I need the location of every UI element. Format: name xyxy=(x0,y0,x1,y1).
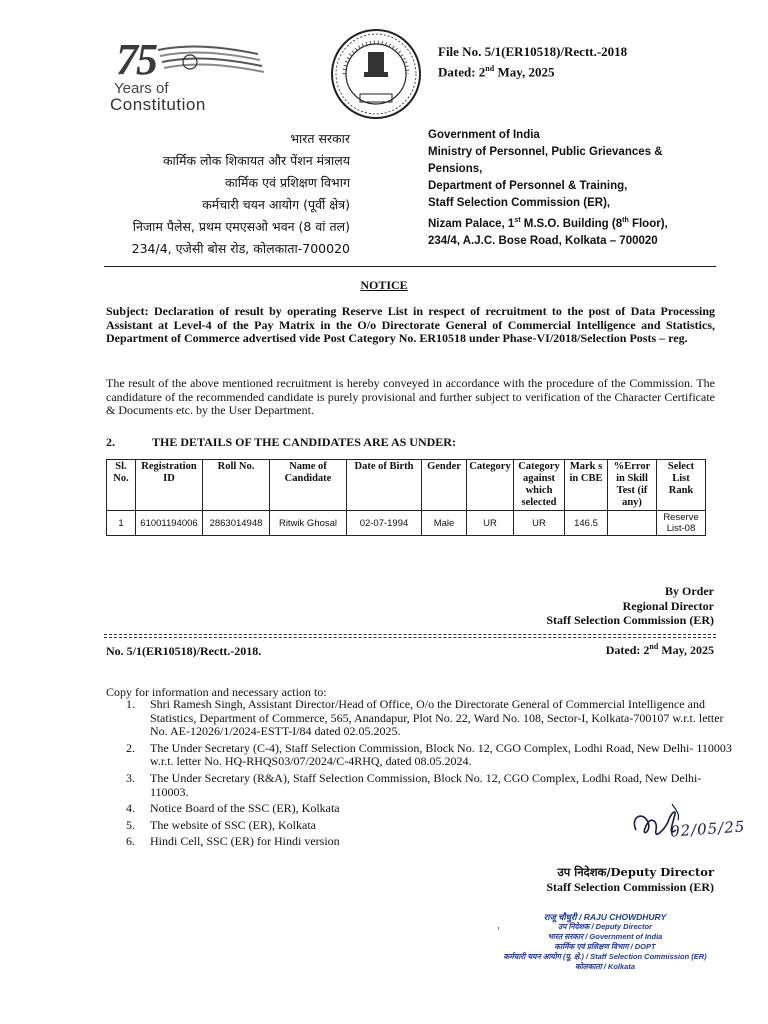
hindi-line: निजाम पैलेस, प्रथम एमएसओ भवन (8 वां तल) xyxy=(132,219,350,234)
english-line: Department of Personnel & Training, xyxy=(428,180,628,192)
result-paragraph: The result of the above mentioned recruitment is hereby conveyed in accordance with the procedure of the Commission. The candidature of the recommended candidate is purely provisional and further subject to verification of the Character Certificate & Documents etc. by the User Department. xyxy=(106,376,715,417)
signature-date: 02/05/25 xyxy=(669,817,746,841)
english-line: 234/4, A.J.C. Bose Road, Kolkata – 700020 xyxy=(428,234,658,247)
english-line: Pensions, xyxy=(428,163,483,175)
hindi-line: कर्मचारी चयन आयोग (पूर्वी क्षेत्र) xyxy=(202,197,350,212)
copy-intro: Copy for information and necessary action to: xyxy=(106,685,327,699)
english-line: Staff Selection Commission (ER), xyxy=(428,197,611,209)
ssc-seal xyxy=(330,28,422,120)
by-order-block xyxy=(546,584,714,628)
table-cell: UR xyxy=(514,511,565,536)
table-header: Registration ID xyxy=(136,460,203,511)
table-cell: 2863014948 xyxy=(203,511,270,536)
hindi-line: कार्मिक लोक शिकायत और पेंशन मंत्रालय xyxy=(162,153,350,168)
file-header xyxy=(438,43,627,80)
candidates-table xyxy=(106,459,706,536)
deputy-org: Staff Selection Commission (ER) xyxy=(546,880,714,894)
hindi-line: कार्मिक एवं प्रशिक्षण विभाग xyxy=(224,175,350,190)
table-header: Select List Rank xyxy=(657,460,706,511)
hindi-line: भारत सरकार xyxy=(290,131,350,146)
header-divider xyxy=(104,266,716,267)
table-cell: 146.5 xyxy=(565,511,608,536)
list-item: 1. Shri Ramesh Singh, Assistant Director/Head of Office, O/o the Directorate General of Commercial Intelligence and Statistics, Department of Commerce, 565, Anandapur, Plot No. 22, Ward No. 108, Sector-I, Kolkata-700107 w.r.t. letter No. AE-12026/1/2024-ESTT-I/84 dated 02.05.2025. xyxy=(138,698,738,739)
table-header: Roll No. xyxy=(203,460,270,511)
ink-mark: ' xyxy=(497,926,500,937)
stamp-line: कार्मिक एवं प्रशिक्षण विभाग / DOPT xyxy=(554,942,656,951)
stamp-line: कर्मचारी चयन आयोग (पू. क्षे.) / Staff Selection Commission (ER) xyxy=(503,952,707,961)
table-header-row xyxy=(107,460,706,511)
dashed-divider xyxy=(104,637,716,638)
by-order-line: By Order xyxy=(665,584,714,598)
table-header: Name of Candidate xyxy=(270,460,347,511)
english-address-block xyxy=(428,127,668,250)
stamp-line: राजू चौधुरी / RAJU CHOWDHURY xyxy=(543,912,667,922)
section-number: 2. xyxy=(106,435,115,449)
table-header: Category against which selected xyxy=(514,460,565,511)
logo-number: 75 xyxy=(116,35,156,84)
deputy-title: उप निदेशक/Deputy Director xyxy=(557,865,714,879)
deputy-director-block xyxy=(546,865,714,895)
logo-line2: Constitution xyxy=(110,95,206,114)
stamp-line: भारत सरकार / Government of India xyxy=(547,932,663,941)
table-header: Sl. No. xyxy=(107,460,136,511)
table-row xyxy=(107,511,706,536)
english-line: Ministry of Personnel, Public Grievances & xyxy=(428,146,663,158)
by-order-line: Staff Selection Commission (ER) xyxy=(546,613,714,627)
seal-emblem-icon xyxy=(330,28,422,120)
reference-number: No. 5/1(ER10518)/Rectt.-2018. xyxy=(106,644,262,658)
list-item: 3. The Under Secretary (R&A), Staff Selection Commission, Block No. 12, CGO Complex, Lodhi Road, New Delhi-110003. xyxy=(138,772,738,799)
hindi-address-block xyxy=(132,128,350,260)
list-item: 5. The website of SSC (ER), Kolkata xyxy=(138,819,738,833)
section-title: THE DETAILS OF THE CANDIDATES ARE AS UNDER: xyxy=(152,435,456,449)
table-cell: Reserve List-08 xyxy=(657,511,706,536)
constitution-75-logo xyxy=(108,35,278,114)
subject-text: Subject: Declaration of result by operating Reserve List in respect of recruitment to the post of Data Processing Assistant at Level-4 of the Pay Matrix in the O/o Directorate General of Commercial Intelligence and Statistics, Department of Commerce advertised vide Post Category No. ER10518 under Phase-VI/2018/Selection Posts – reg. xyxy=(106,304,715,345)
by-order-line: Regional Director xyxy=(622,598,714,613)
table-cell xyxy=(608,511,657,536)
english-line: Government of India xyxy=(428,129,540,141)
dashed-divider xyxy=(104,634,716,635)
list-item: 2. The Under Secretary (C-4), Staff Selection Commission, Block No. 12, CGO Complex, Lodhi Road, New Delhi- 110003 w.r.t. letter No. HQ-RHQS03/07/2024/C-4RHQ, dated 08.05.2024. xyxy=(138,742,738,769)
official-stamp xyxy=(490,912,720,972)
table-header: %Error in Skill Test (if any) xyxy=(608,460,657,511)
handwritten-signature xyxy=(628,800,758,846)
notice-title: NOTICE xyxy=(360,278,408,292)
list-item: 4. Notice Board of the SSC (ER), Kolkata xyxy=(138,802,738,816)
table-cell: 02-07-1994 xyxy=(347,511,422,536)
file-number: File No. 5/1(ER10518)/Rectt.-2018 xyxy=(438,44,628,59)
table-cell: Male xyxy=(422,511,467,536)
logo-line1: Years of xyxy=(114,80,169,97)
table-header: Category xyxy=(467,460,514,511)
hindi-line: 234/4, एजेसी बोस रोड, कोलकाता-700020 xyxy=(131,241,350,256)
file-date: Dated: 2nd May, 2025 xyxy=(438,64,555,80)
table-header: Date of Birth xyxy=(347,460,422,511)
table-cell: 61001194006 xyxy=(136,511,203,536)
table-header: Mark s in CBE xyxy=(565,460,608,511)
reference-date: Dated: 2nd May, 2025 xyxy=(605,642,714,657)
table-cell: 1 xyxy=(107,511,136,536)
list-item: 6. Hindi Cell, SSC (ER) for Hindi version xyxy=(138,835,738,849)
stamp-line: उप निदेशक / Deputy Director xyxy=(558,922,652,931)
stamp-line: कोलकाता / Kolkata xyxy=(574,962,636,971)
english-line: Nizam Palace, 1st M.S.O. Building (8th Floor), xyxy=(428,217,668,230)
table-cell: Ritwik Ghosal xyxy=(270,511,347,536)
table-header: Gender xyxy=(422,460,467,511)
table-cell: UR xyxy=(467,511,514,536)
